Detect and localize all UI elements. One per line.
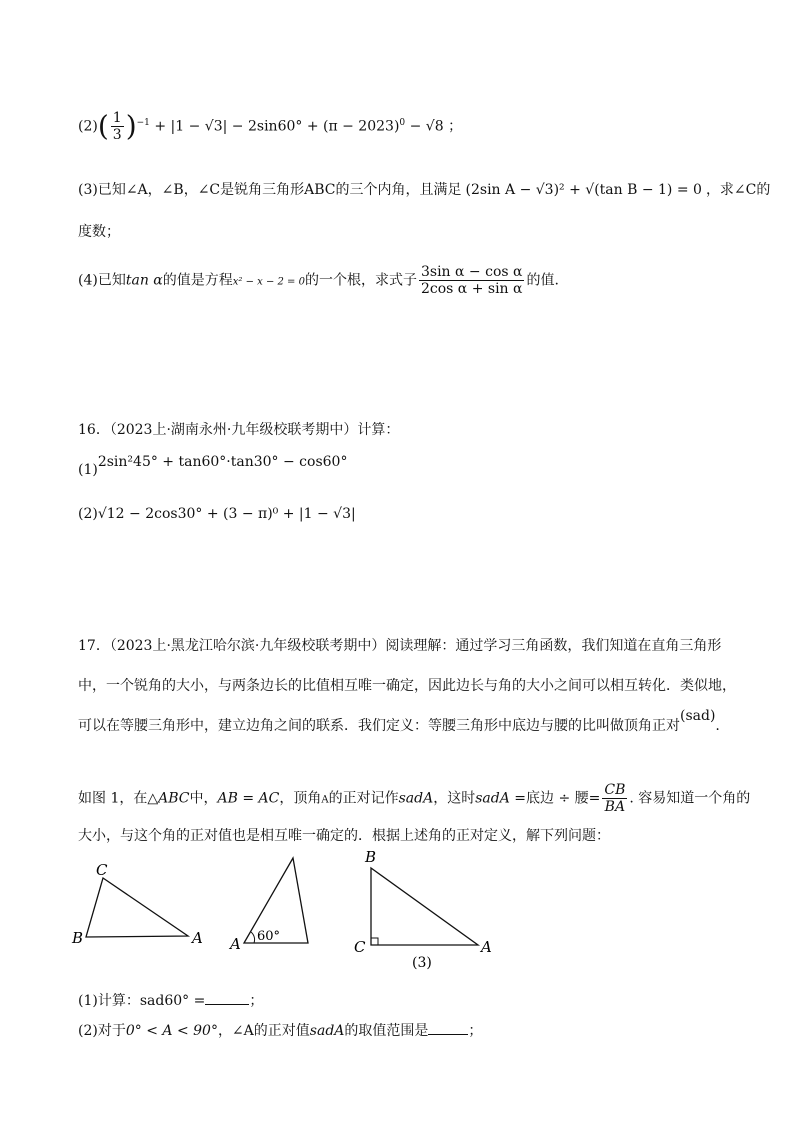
fig2-angle-label: 60° [257,929,281,944]
part-4-line: (4)已知tan α的值是方程x² − x − 2 = 0的一个根，求式子 $\frac{\text{3sin α − cos α}}{\text{2cos α + sin α}}$ 的值. [78,264,559,297]
question-17-line-1: 17．（2023上·黑龙江哈尔滨·九年级校联考期中）阅读理解：通过学习三角函数，我们知道在直角三角形 [78,638,722,654]
question-17-line-3: 可以在等腰三角形中，建立边角之间的联系．我们定义：等腰三角形中底边与腰的比叫做顶角正对(sad). [78,708,720,734]
figure-1-triangle [71,861,203,947]
part-3-equation: (2sin A − √3)² + √(tan B − 1) = 0 [465,182,702,198]
part-2-expr-b: − √8 [405,118,444,135]
trig-fraction: $\frac{\text{3sin α − cos α}}{\text{2cos α + sin α}}$ [420,264,523,297]
question-16-part-2: (2)√12 − 2cos30° + (3 − π)⁰ + |1 − √3| [78,506,356,522]
part-2-expression: (2)( $\frac{1}{3}$ )$^{-1} + |1 - √3| - 2\sin 60^\circ + (\pi - 2023)^0 - √8$ ； [78,109,463,143]
answer-blank-2[interactable] [428,1020,468,1035]
fig3-label-c: C [354,938,366,956]
cb-ba-fraction: $\frac{CB}{BA}$ [604,782,626,815]
fig3-label-b: B [365,848,377,866]
question-17-line-5: 大小，与这个角的正对值也是相互唯一确定的．根据上述角的正对定义，解下列问题： [78,828,610,844]
sad-notation: (sad) [680,708,716,724]
question-17-line-4: 如图 1，在△ABC中，AB = AC，顶角A的正对记作sadA，这时sadA =底边 ÷ 腰= $\frac{CB}{BA}$ . 容易知道一个角的 [78,782,751,815]
fig1-label-a: A [192,929,203,947]
fig3-label-a: A [481,938,492,956]
question-17-line-2: 中，一个锐角的大小，与两条边长的比值相互唯一确定，因此边长与角的大小之间可以相互转化．类似地， [78,678,736,694]
quadratic-equation: x² − x − 2 = 0 [232,276,305,288]
fig2-label-a: A [230,935,241,953]
part-3-line-2: 度数； [78,224,120,240]
part-2-expr-a: + |1 − √3| − 2sin60° + (π − 2023) [154,118,400,135]
question-16-header: 16．（2023上·湖南永州·九年级校联考期中）计算： [78,422,400,438]
fig1-label-c: C [96,861,108,879]
part-2-label: (2) [78,118,98,135]
fig3-caption: (3) [412,955,432,971]
fraction-one-third: $\frac{1}{3}$ [112,110,122,143]
question-17-sub-2: (2)对于0° < A < 90°，∠A的正对值sadA的取值范围是 ； [78,1020,482,1041]
fig1-label-b: B [72,929,84,947]
tan-alpha: tan α [125,272,163,289]
figures [60,848,520,978]
question-17-sub-1: (1)计算：sad60° = ； [78,990,263,1011]
figure-2-triangle [228,858,308,953]
answer-blank-1[interactable] [205,990,249,1005]
figure-3-triangle [354,848,492,971]
question-16-part-1: (1)2sin²45° + tan60°·tan30° − cos60° [78,454,348,478]
part-3-line-1: (3)已知∠A，∠B，∠C是锐角三角形ABC的三个内角，且满足 (2sin A − √3)² + √(tan B − 1) = 0 ，求∠C的 [78,182,771,198]
